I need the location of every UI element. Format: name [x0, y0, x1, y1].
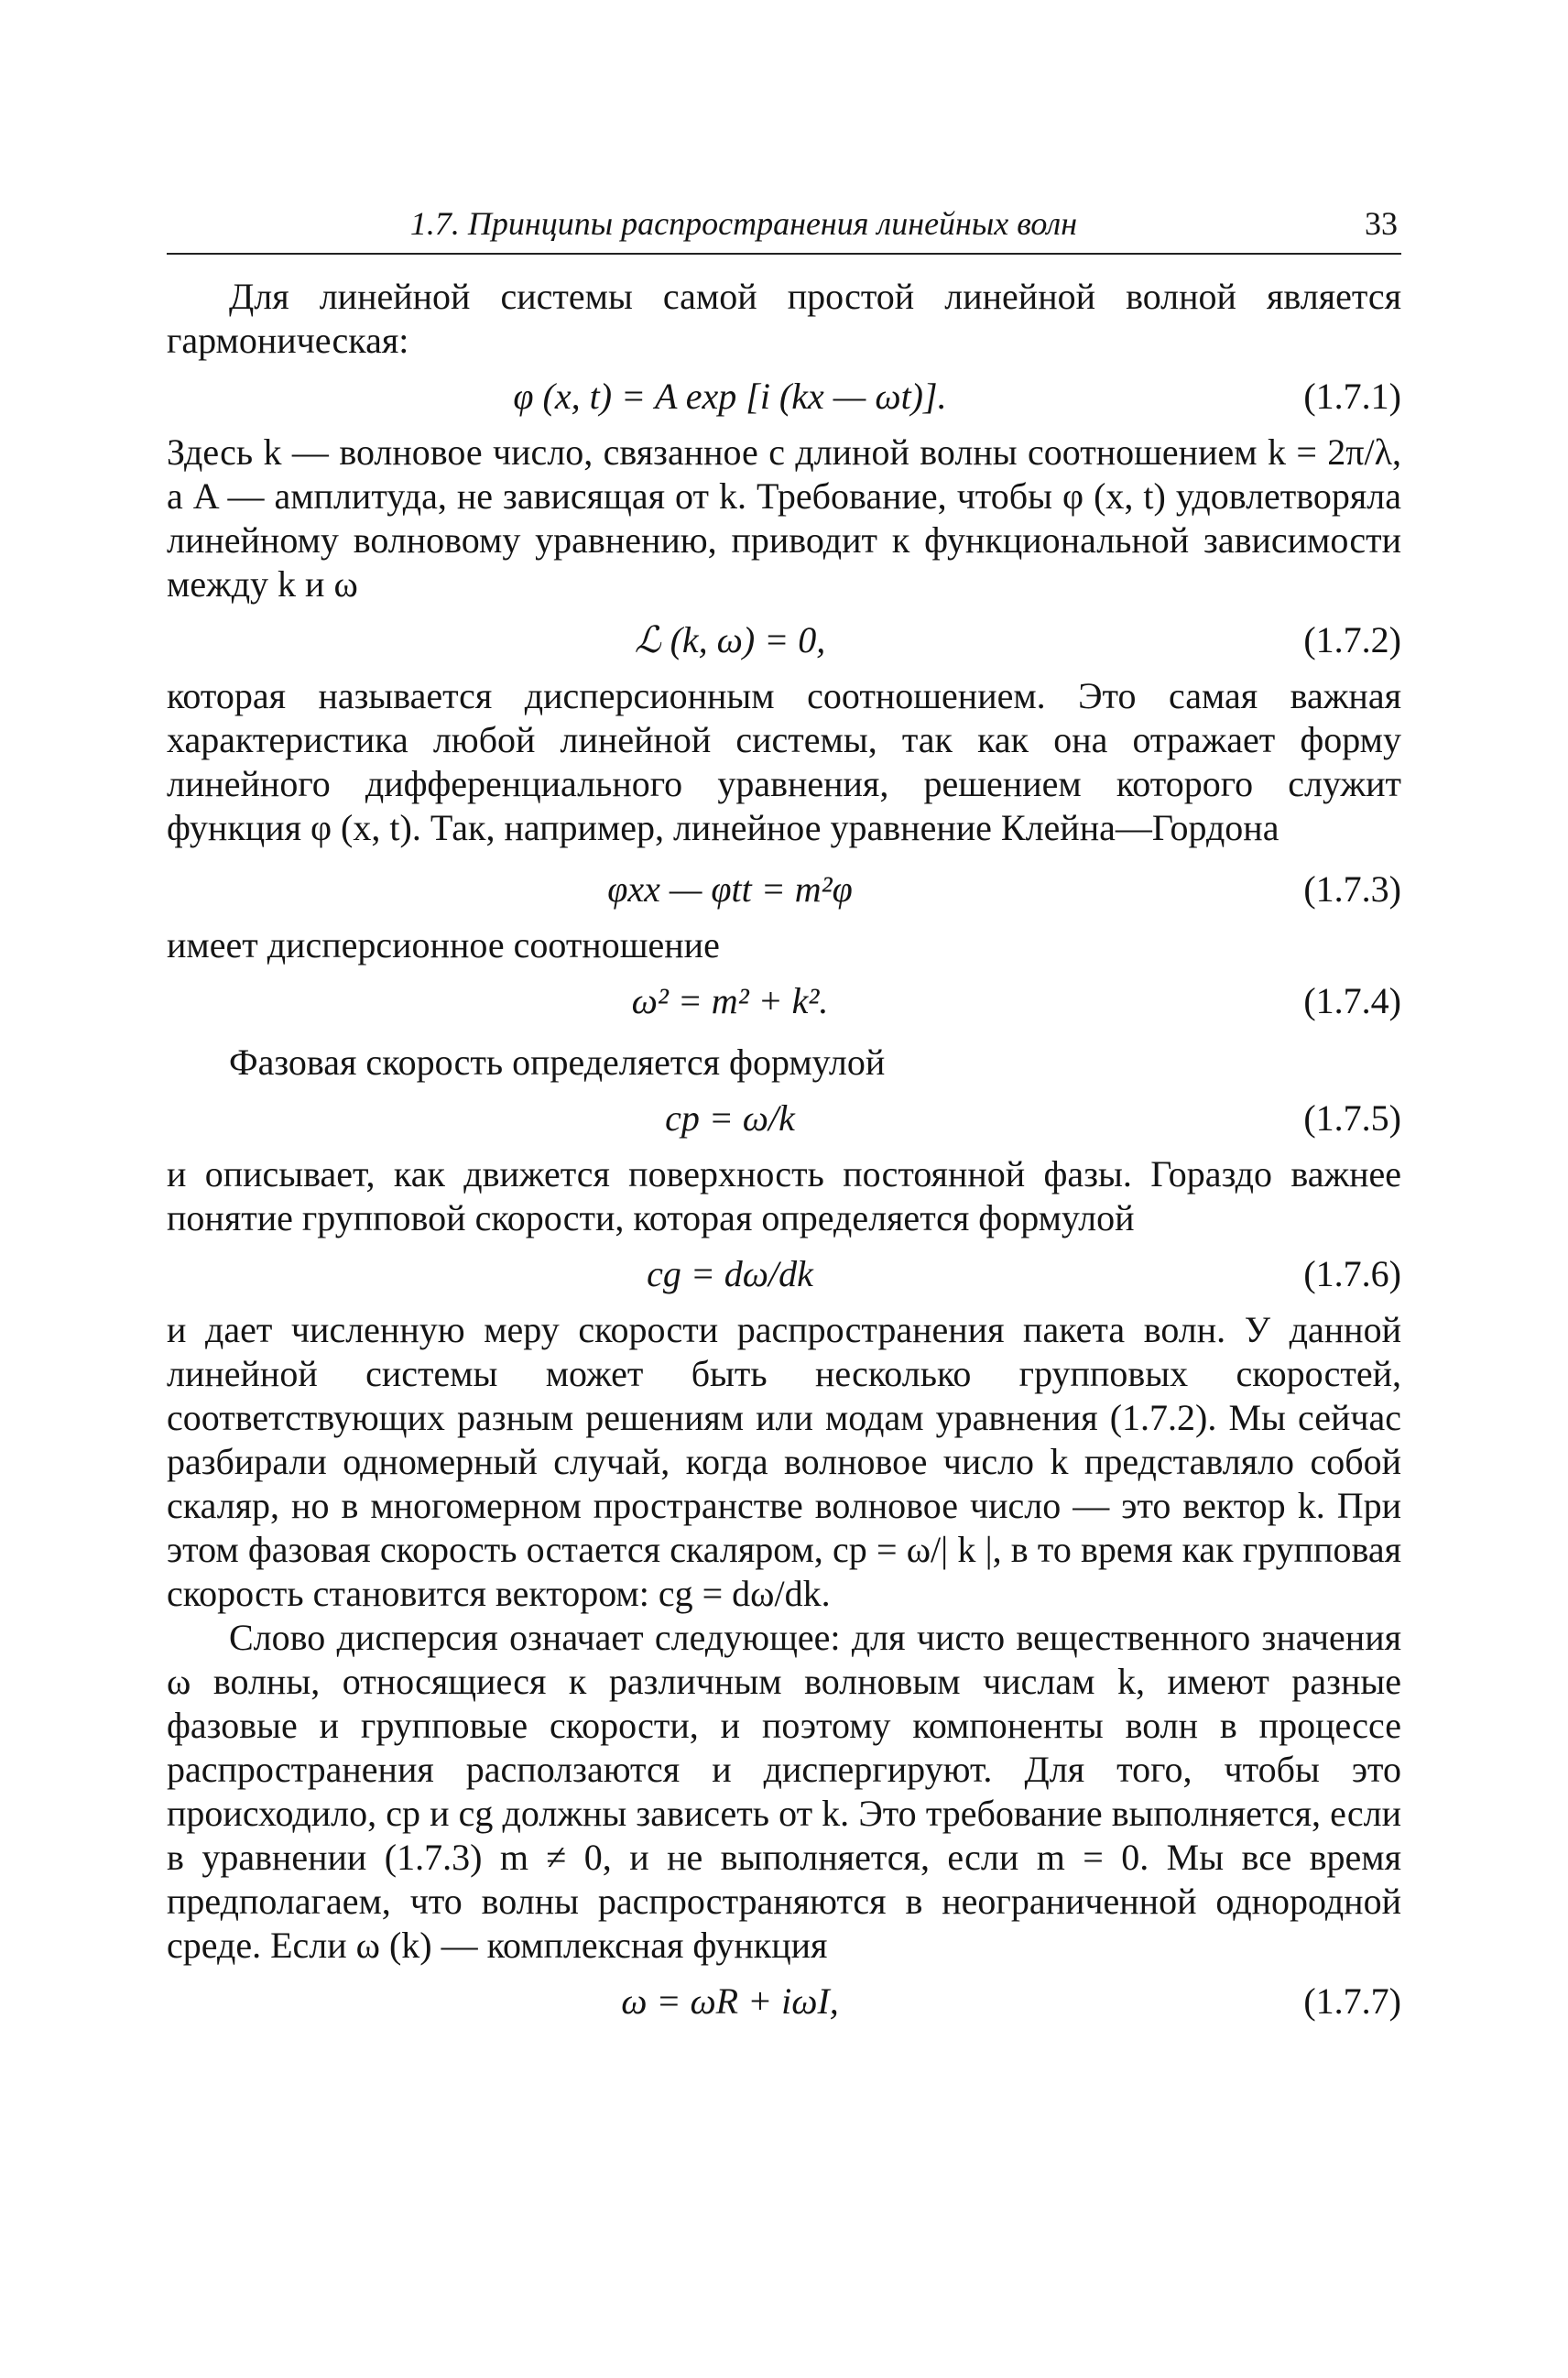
- equation-number: (1.7.7): [1303, 1980, 1401, 2022]
- equation-expression: ℒ (k, ω) = 0,: [634, 619, 826, 660]
- page-body: [167, 275, 1401, 2035]
- equation-number: (1.7.4): [1303, 980, 1401, 1021]
- paragraph: которая называется дисперсионным соотношением. Это самая важная характеристика любой линейной системы, так как она отражает форму линейного дифференциального уравнения, решением которого служит функция φ (x, t). Так, например, линейное уравнение Клейна—Гордона: [167, 675, 1401, 848]
- paragraph: Здесь k — волновое число, связанное с длиной волны соотношением k = 2π/λ, а A — амплитуда, не зависящая от k. Требование, чтобы φ (x, t) удовлетворяла линейному волновому уравнению, приводит к функциональной зависимости между k и ω: [167, 431, 1401, 605]
- equation-1-7-2: [167, 614, 1401, 667]
- paragraph: Для линейной системы самой простой линейной волной является гармоническая:: [167, 276, 1401, 361]
- equation-number: (1.7.3): [1303, 868, 1401, 910]
- equation-number: (1.7.5): [1303, 1097, 1401, 1139]
- equation-expression: φ (x, t) = A exp [i (kx — ωt)].: [513, 376, 947, 417]
- paragraph: Фазовая скорость определяется формулой: [229, 1042, 886, 1083]
- equation-1-7-7: [167, 1975, 1401, 2028]
- paragraph: и описывает, как движется поверхность постоянной фазы. Гораздо важнее понятие групповой скорости, которая определяется формулой: [167, 1153, 1401, 1238]
- equation-number: (1.7.1): [1303, 376, 1401, 417]
- equation-expression: ω² = m² + k².: [631, 980, 829, 1021]
- equation-1-7-4: [167, 975, 1401, 1028]
- equation-1-7-3: [167, 863, 1401, 916]
- page-number: 33: [1365, 205, 1398, 242]
- equation-expression: φxx — φtt = m²φ: [607, 868, 853, 910]
- paragraph: Слово дисперсия означает следующее: для чисто вещественного значения ω волны, относящиеся к различным волновым числам k, имеют разные фазовые и групповые скорости, и поэтому компоненты волн в процессе распространения расползаются и диспергируют. Для того, чтобы это происходило, cp и cg должны зависеть от k. Это требование выполняется, если в уравнении (1.7.3) m ≠ 0, и не выполняется, если m = 0. Мы все время предполагаем, что волны распространяются в неограниченной однородной среде. Если ω (k) — комплексная функция: [167, 1617, 1401, 1966]
- equation-1-7-6: [167, 1248, 1401, 1301]
- equation-expression: ω = ωR + iωI,: [621, 1980, 839, 2022]
- paragraph: имеет дисперсионное соотношение: [167, 924, 720, 965]
- equation-expression: cg = dω/dk: [647, 1253, 813, 1294]
- running-title: 1.7. Принципы распространения линейных волн: [409, 205, 1078, 242]
- equation-1-7-1: [167, 370, 1401, 423]
- equation-1-7-5: [167, 1092, 1401, 1145]
- equation-number: (1.7.2): [1303, 619, 1401, 660]
- equation-expression: cp = ω/k: [665, 1097, 795, 1139]
- paragraph: и дает численную меру скорости распространения пакета волн. У данной линейной системы может быть несколько групповых скоростей, соответствующих разным решениям или модам уравнения (1.7.2). Мы сейчас разбирали одномерный случай, когда волновое число k представляло собой скаляр, но в многомерном пространстве волновое число — это вектор k. При этом фазовая скорость остается скаляром, cp = ω/| k |, в то время как групповая скорость становится вектором: cg = dω/dk.: [167, 1309, 1401, 1614]
- equation-number: (1.7.6): [1303, 1253, 1401, 1294]
- page-header: [167, 202, 1401, 255]
